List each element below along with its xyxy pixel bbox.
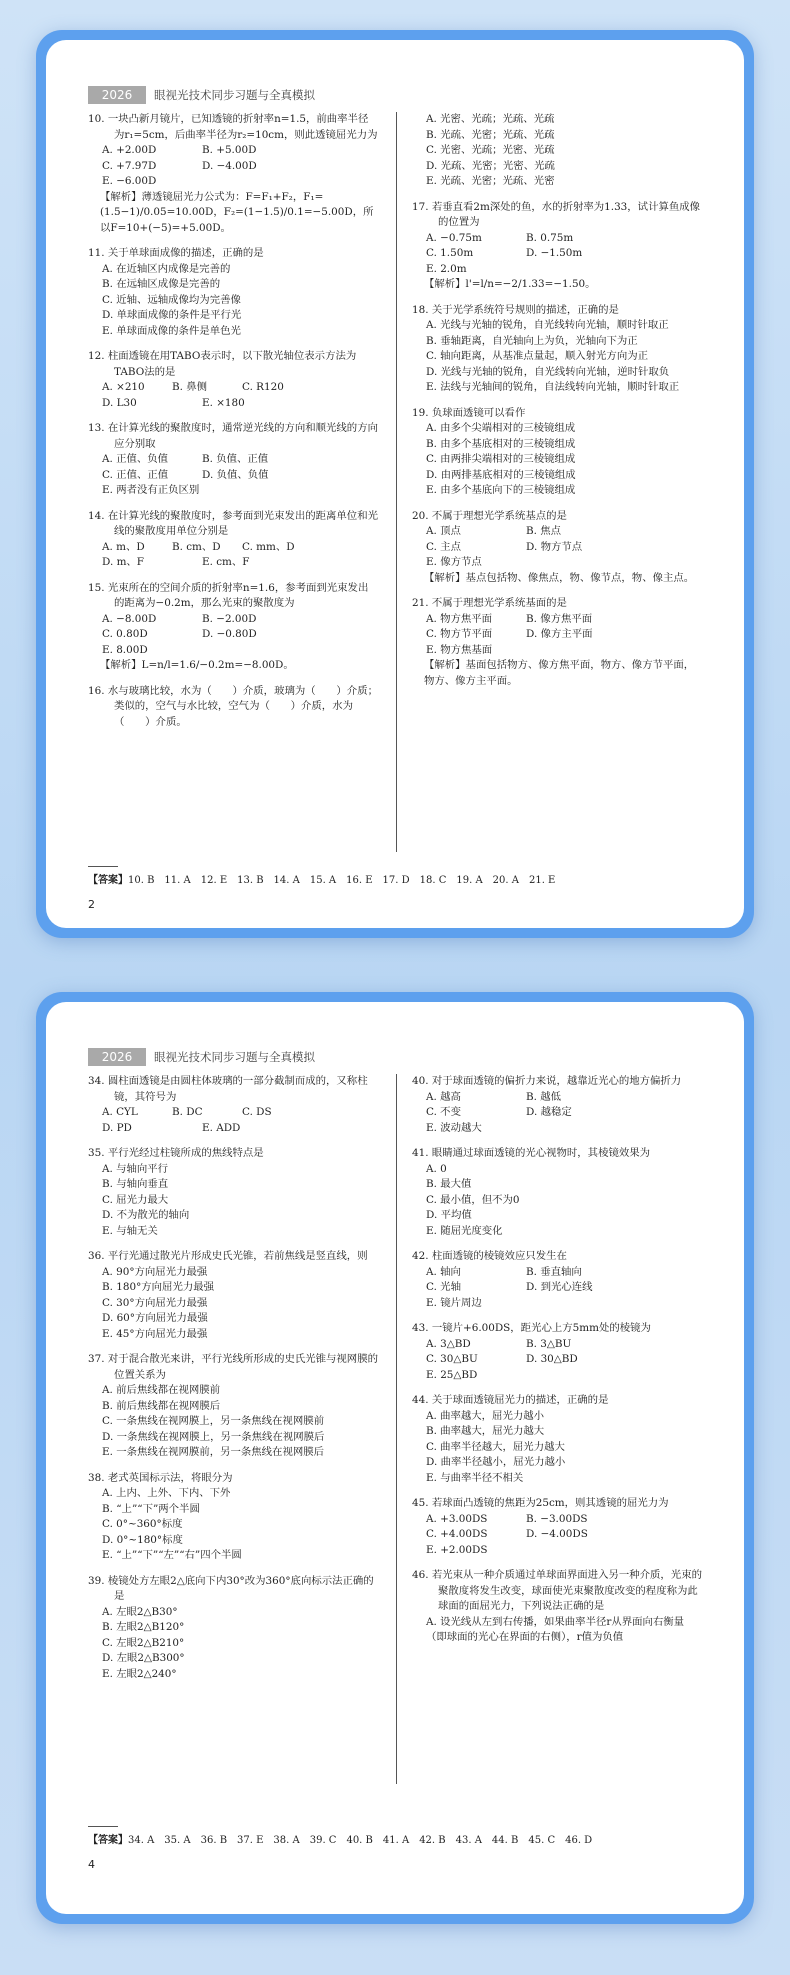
answer-option: C. 屈光力最大 [102,1193,169,1206]
answer-divider [88,1826,118,1827]
answer-option: C. mm、D [242,540,295,553]
answer-option: A. 90°方向屈光力最强 [102,1265,208,1278]
answer-option: D. L30 [102,396,137,409]
question-stem: 19. 负球面透镜可以看作 [412,406,526,419]
answer-option: C. 光密、光疏；光密、光疏 [426,144,555,156]
question-block [88,349,378,411]
question-block [88,246,378,339]
question-stem: 34. 圆柱面透镜是由圆柱体玻璃的一部分截制而成的，又称柱镜，其符号为 [88,1075,368,1103]
explanation: 【解析】基点包括物、像焦点，物、像节点，物、像主点。 [424,571,695,584]
answer-option: E. 像方节点 [426,556,482,568]
question-block [412,303,702,396]
answer-option: C. 1.50m [426,247,474,259]
right-column [412,1074,702,1656]
question-block [88,1471,378,1564]
answer-option: D. 像方主平面 [526,628,593,640]
explanation: 【解析】基面包括物方、像方焦平面，物方、像方节平面，物方、像方主平面。 [424,659,695,687]
question-stem: 37. 对于混合散光来讲，平行光线所形成的史氏光锥与视网膜的位置关系为 [88,1353,378,1381]
option-row [412,1296,702,1312]
question-stem: 17. 若垂直看2m深处的鱼，水的折射率为1.33，试计算鱼成像的位置为 [412,200,701,228]
question-stem: 41. 眼睛通过球面透镜的光心视物时，其棱镜效果为 [412,1147,651,1159]
answer-option: E. cm、F [202,556,250,568]
answer-option: A. 曲率越大，屈光力越小 [426,1409,545,1422]
answer-option: B. 3△BU [526,1337,572,1350]
answer-option: A. 左眼2△B30° [102,1605,178,1618]
option-row [88,468,378,484]
answer-option: E. 与轴无关 [102,1224,158,1237]
question-stem: 10. 一块凸新月镜片，已知透镜的折射率n=1.5，前曲率半径为r₁=5cm，后曲率半径为r₂=10cm，则此透镜屈光力为 [88,113,378,141]
answer-option: C. 由两排尖端相对的三棱镜组成 [426,453,576,465]
answer-option: C. 主点 [426,540,461,553]
answer-option: C. 30△BU [426,1353,478,1365]
answer-option: A. 光密、光疏；光疏、光疏 [426,113,555,125]
option-row [412,1105,702,1121]
question-block [88,421,378,499]
answer-option: E. 波动越大 [426,1121,482,1134]
answer-option: D. 由两排基底相对的三棱镜组成 [426,468,576,481]
question-block [412,1146,702,1239]
question-stem: 46. 若光束从一种介质通过单球面界面进入另一种介质，光束的聚散度将发生改变，球面使光束聚散度改变的程度称为此球面的面屈光力，下列说法正确的是 [412,1569,702,1612]
answer-option: D. −4.00D [202,159,257,172]
option-row [412,627,702,643]
question-block [88,684,378,731]
option-row [412,524,702,540]
answer-option: E. 2.0m [426,262,467,275]
question-block [88,112,378,236]
option-row [412,612,702,628]
answer-option: A. 前后焦线都在视网膜前 [102,1384,221,1396]
option-row [88,1105,378,1121]
question-stem: 18. 关于光学系统符号规则的描述，正确的是 [412,303,619,316]
option-row [412,1352,702,1368]
answer-option: D. 一条焦线在视网膜上，另一条焦线在视网膜后 [102,1430,325,1443]
answer-option: B. 负值、正值 [202,453,269,465]
answer-option: C. 左眼2△B210° [102,1636,185,1649]
answer-option: A. 在近轴区内成像是完善的 [102,262,231,275]
question-block [412,1393,702,1486]
option-row [412,540,702,556]
answer-option: A. 由多个尖端相对的三棱镜组成 [426,422,576,434]
answer-values: 10. B 11. A 12. E 13. B 14. A 15. A 16. E 17. D 18. C 19. A 20. A 21. E [128,875,556,886]
option-row [412,555,702,571]
question-stem: 42. 柱面透镜的棱镜效应只发生在 [412,1250,567,1262]
answer-option: E. 镜片周边 [426,1296,482,1309]
page-card-2 [36,992,754,1924]
page-number: 2 [88,898,95,911]
answer-option: B. −3.00DS [526,1512,588,1525]
answer-option: B. 焦点 [526,525,562,537]
page-number: 4 [88,1858,95,1871]
answer-option: C. 物方节平面 [426,628,493,640]
answer-option: C. 最小值，但不为0 [426,1193,520,1206]
answer-option: B. 像方焦平面 [526,612,593,625]
answer-option: A. 正值、负值 [102,453,169,465]
option-row [88,483,378,499]
answer-option: D. 越稳定 [526,1106,572,1118]
answer-option: A. CYL [102,1106,138,1118]
answer-option: B. 与轴向垂直 [102,1178,169,1190]
option-row [412,1512,702,1528]
answer-option: E. 法线与光轴间的锐角，自法线转向光轴，顺时针取正 [426,381,680,393]
option-row [412,1527,702,1543]
answer-option: D. 曲率半径越小，屈光力越小 [426,1456,566,1468]
question-stem: 13. 在计算光线的聚散度时，通常逆光线的方向和顺光线的方向应分别取 [88,422,378,450]
answer-option: A. 上内、上外、下内、下外 [102,1487,231,1499]
answer-option: D. 左眼2△B300° [102,1652,185,1664]
answer-option: E. −6.00D [102,175,157,187]
question-stem: 20. 不属于理想光学系统基点的是 [412,509,567,522]
question-stem: 16. 水与玻璃比较，水为（ ）介质，玻璃为（ ）介质；类似的，空气与水比较，空气为（ ）介质，水为（ ）介质。 [88,684,378,728]
answer-option: B. 越低 [526,1090,562,1103]
option-row [412,231,702,247]
answer-option: E. 单球面成像的条件是单色光 [102,324,241,337]
option-row [412,1543,702,1559]
option-row [412,1368,702,1384]
answer-option: A. 顶点 [426,525,461,537]
answer-option: A. +3.00DS [426,1512,488,1525]
answer-option: E. 物方焦基面 [426,643,493,656]
answer-option: D. 到光心连线 [526,1281,593,1293]
explanation: 【解析】L=n/l=1.6/−0.2m=−8.00D。 [100,659,294,671]
answer-option: C. 一条焦线在视网膜上，另一条焦线在视网膜前 [102,1415,324,1427]
answer-option: C. 轴向距离，从基准点量起，顺入射光方向为正 [426,350,648,362]
option-row [412,643,702,659]
answer-option: E. 25△BD [426,1368,478,1381]
answer-option: A. +2.00D [102,144,157,156]
answer-option: C. 不变 [426,1106,461,1118]
answer-option: B. 前后焦线都在视网膜后 [102,1399,221,1412]
answer-option: B. −2.00D [202,612,257,625]
answer-option: C. 0.80D [102,628,148,640]
question-block [412,596,702,689]
answer-option: E. 左眼2△240° [102,1667,177,1680]
question-block [88,1146,378,1239]
answer-option: D. 光疏、光密；光密、光疏 [426,159,555,172]
answer-option: A. 轴向 [426,1265,461,1278]
answer-option: B. 光疏、光密；光疏、光疏 [426,128,555,141]
question-block [412,112,702,190]
question-stem: 15. 光束所在的空间介质的折射率n=1.6，参考面到光束发出的距离为−0.2m，那么光束的聚散度为 [88,581,369,609]
option-row [88,396,378,412]
column-divider [396,1074,397,1784]
answer-option: E. 45°方向屈光力最强 [102,1327,208,1340]
option-row [412,1265,702,1281]
answer-option: E. 一条焦线在视网膜前，另一条焦线在视网膜后 [102,1446,325,1458]
question-stem: 12. 柱面透镜在用TABO表示时，以下散光轴位表示方法为TABO法的是 [88,350,357,378]
answer-option: A. −8.00D [102,612,157,625]
answer-option: A. 越高 [426,1090,461,1103]
option-row [88,143,378,159]
answer-option: D. 物方节点 [526,540,583,553]
question-stem: 39. 棱镜处方左眼2△底向下内30°改为360°底向标示法正确的是 [88,1574,374,1602]
answer-option: B. 鼻侧 [172,381,208,393]
answer-label: 【答案】 [88,1835,128,1846]
answer-option: D. 单球面成像的条件是平行光 [102,309,242,321]
option-row [88,159,378,175]
answer-option: E. 由多个基底向下的三棱镜组成 [426,484,576,496]
question-block [88,509,378,571]
book-title: 眼视光技术同步习题与全真模拟 [154,88,315,102]
question-stem: 45. 若球面凸透镜的焦距为25cm，则其透镜的屈光力为 [412,1497,669,1509]
option-row [412,1280,702,1296]
year-badge: 2026 [88,1048,146,1066]
answer-option: C. 30°方向屈光力最强 [102,1296,208,1309]
document-page-2 [46,1002,744,1914]
option-row [88,540,378,556]
answer-option: B. 在远轴区成像是完善的 [102,278,221,290]
explanation: 【解析】薄透镜屈光力公式为：F=F₁+F₂，F₁=(1.5−1)/0.05=10.00D，F₂=(1−1.5)/0.1=−5.00D，所以F=10+(−5)=+5.00D。 [100,190,374,234]
answer-option: A. −0.75m [426,231,482,244]
answer-values: 34. A 35. A 36. B 37. E 38. A 39. C 40. B 41. A 42. B 43. A 44. B 45. C 46. D [128,1835,593,1846]
question-stem: 38. 老式英国标示法，将眼分为 [88,1471,233,1484]
answer-option: A. 0 [426,1162,447,1175]
option-row [88,612,378,628]
question-stem: 14. 在计算光线的聚散度时，参考面到光束发出的距离单位和光线的聚散度用单位分别是 [88,509,378,537]
answer-option: C. 光轴 [426,1281,461,1293]
answer-key [88,871,555,886]
answer-option: E. 与曲率半径不相关 [426,1471,524,1484]
answer-option: C. DS [242,1106,272,1118]
question-block [412,1496,702,1558]
answer-option: D. PD [102,1121,132,1134]
answer-option: C. 0°~360°标度 [102,1518,183,1530]
answer-option: A. 光线与光轴的锐角，自光线转向光轴，顺时针取正 [426,319,669,331]
answer-option: B. 曲率越大，屈光力越大 [426,1425,545,1437]
year-badge: 2026 [88,86,146,104]
option-row [412,262,702,278]
option-row [412,1090,702,1106]
question-block [412,1074,702,1136]
answer-option: E. 随屈光度变化 [426,1224,503,1237]
answer-option: E. +2.00DS [426,1543,488,1556]
question-stem: 35. 平行光经过柱镜所成的焦线特点是 [88,1147,264,1159]
right-column [412,112,702,699]
answer-option: B. 垂直轴向 [526,1265,582,1278]
answer-option: C. 正值、正值 [102,468,169,481]
answer-option: B. +5.00D [202,144,257,156]
question-stem: 21. 不属于理想光学系统基面的是 [412,597,567,609]
document-page-1 [46,40,744,928]
answer-option: A. 与轴向平行 [102,1162,169,1175]
option-row [88,643,378,659]
question-block [412,200,702,293]
answer-option: C. R120 [242,381,284,393]
question-stem: 11. 关于单球面成像的描述，正确的是 [88,247,264,259]
answer-option: A. 物方焦平面 [426,612,493,625]
answer-option: C. +7.97D [102,159,157,172]
option-row [412,1121,702,1137]
option-row [88,555,378,571]
answer-option: D. 光线与光轴的锐角，自光线转向光轴，逆时针取负 [426,365,670,378]
answer-option: C. 近轴、远轴成像均为完善像 [102,293,241,306]
answer-option: B. “上”“下”两个半圆 [102,1502,200,1515]
answer-option: E. 8.00D [102,643,148,656]
question-stem: 40. 对于球面透镜的偏折力来说，越靠近光心的地方偏折力 [412,1075,682,1087]
answer-option: D. 不为散光的轴向 [102,1209,190,1221]
answer-option: D. 60°方向屈光力最强 [102,1312,208,1324]
option-row [88,174,378,190]
answer-option: D. −4.00DS [526,1528,588,1540]
answer-option: B. 最大值 [426,1178,472,1190]
column-divider [396,112,397,852]
question-block [88,1249,378,1342]
answer-divider [88,866,118,867]
page-header [88,84,315,106]
question-block [412,1249,702,1311]
answer-option: D. m、F [102,556,145,568]
question-stem: 44. 关于球面透镜屈光力的描述，正确的是 [412,1394,609,1406]
page-header [88,1046,315,1068]
question-block [412,406,702,499]
question-block [412,1321,702,1383]
book-title: 眼视光技术同步习题与全真模拟 [154,1050,315,1064]
option-row [88,380,378,396]
answer-key [88,1831,592,1846]
answer-option: D. 0°~180°标度 [102,1533,183,1546]
option-row [412,1337,702,1353]
answer-option: D. 负值、负值 [202,468,269,481]
answer-label: 【答案】 [88,875,128,886]
answer-option: E. ADD [202,1121,241,1134]
answer-option: B. 垂轴距离，自光轴向上为负，光轴向下为正 [426,334,638,347]
question-block [88,1352,378,1461]
answer-option: D. −1.50m [526,247,583,259]
option-row [88,627,378,643]
answer-option: B. cm、D [172,540,221,553]
question-stem: 36. 平行光通过散光片形成史氏光锥，若前焦线是竖直线，则 [88,1250,368,1262]
answer-option: B. 由多个基底相对的三棱镜组成 [426,437,576,450]
answer-option: A. 设光线从左到右传播，如果曲率半径r从界面向右衡量（即球面的光心在界面的右侧），r值为负值 [426,1615,685,1643]
answer-option: A. m、D [102,540,145,553]
answer-option: A. 3△BD [426,1337,471,1350]
answer-option: B. 左眼2△B120° [102,1621,185,1633]
answer-option: B. DC [172,1106,203,1118]
answer-option: D. 平均值 [426,1209,472,1221]
answer-option: D. −0.80D [202,628,257,640]
answer-option: D. 30△BD [526,1353,578,1365]
answer-option: B. 180°方向屈光力最强 [102,1281,215,1293]
explanation: 【解析】l'=l/n=−2/1.33=−1.50。 [424,278,596,290]
answer-option: A. ×210 [102,381,145,393]
option-row [88,452,378,468]
answer-option: B. 0.75m [526,231,574,244]
question-block [88,1574,378,1683]
question-block [88,581,378,674]
question-stem: 43. 一镜片+6.00DS，距光心上方5mm处的棱镜为 [412,1322,651,1334]
answer-option: E. “上”“下”“左”“右”四个半圆 [102,1549,242,1561]
answer-option: C. +4.00DS [426,1528,488,1540]
left-column [88,1074,378,1692]
page-card-1 [36,30,754,938]
option-row [88,1121,378,1137]
question-block [88,1074,378,1136]
answer-option: C. 曲率半径越大，屈光力越大 [426,1440,565,1453]
answer-option: E. 两者没有正负区别 [102,484,200,496]
answer-option: E. 光疏、光密；光疏、光密 [426,175,555,187]
question-block [412,1568,702,1646]
option-row [412,246,702,262]
question-block [412,509,702,587]
left-column [88,112,378,740]
answer-option: E. ×180 [202,396,245,409]
